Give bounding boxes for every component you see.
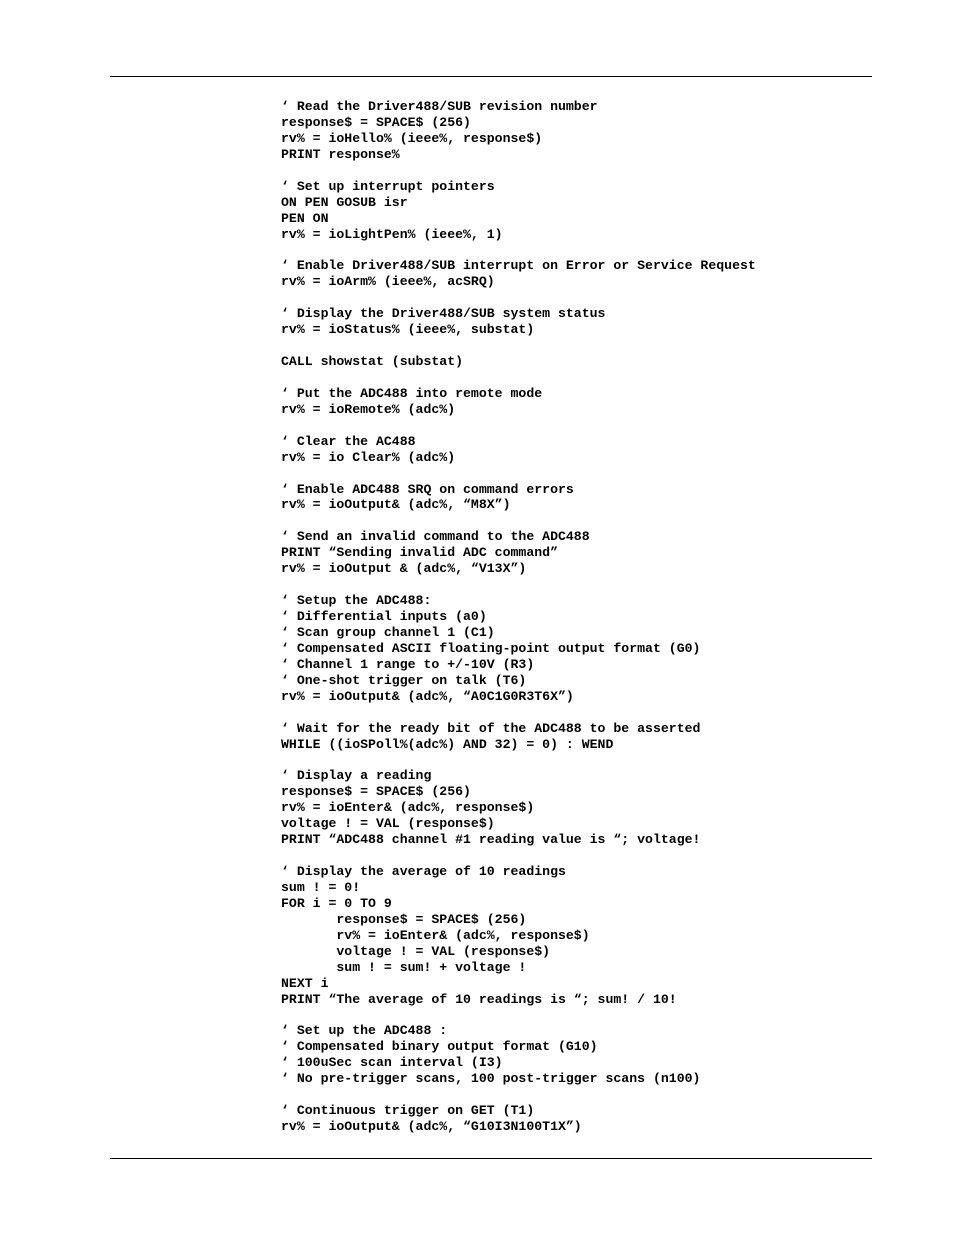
code-line <box>281 163 756 179</box>
code-line <box>281 338 756 354</box>
code-line: FOR i = 0 TO 9 <box>281 895 392 911</box>
code-line: ‘ Display the Driver488/SUB system status <box>281 306 606 322</box>
code-line: PRINT “ADC488 channel #1 reading value is “; voltage! <box>281 832 701 848</box>
code-line: rv% = ioOutput& (adc%, “G10I3N100T1X”) <box>281 1119 582 1134</box>
code-line: rv% = io Clear% (adc%) <box>281 449 456 465</box>
code-line: WHILE ((ioSPoll%(adc%) AND 32) = 0) : WEND <box>281 736 614 752</box>
code-line <box>281 1007 756 1023</box>
code-line: rv% = ioStatus% (ieee%, substat) <box>281 322 535 338</box>
code-line: rv% = ioOutput & (adc%, “V13X”) <box>281 561 527 577</box>
code-line: ‘ Differential inputs (a0) <box>281 609 487 624</box>
code-line <box>281 513 756 529</box>
code-line: ‘ Scan group channel 1 (C1) <box>281 624 495 640</box>
code-listing <box>281 99 756 1135</box>
code-line: ‘ Display the average of 10 readings <box>281 864 566 879</box>
code-line: rv% = ioOutput& (adc%, “M8X”) <box>281 497 511 513</box>
code-line: ON PEN GOSUB isr <box>281 194 408 210</box>
code-line: ‘ Display a reading <box>281 768 432 784</box>
code-line <box>281 290 756 306</box>
footer-rule <box>110 1158 872 1159</box>
code-line <box>281 752 756 768</box>
code-line: PRINT “Sending invalid ADC command” <box>281 545 558 561</box>
code-line: voltage ! = VAL (response$) <box>281 943 551 959</box>
code-line: ‘ Put the ADC488 into remote mode <box>281 385 543 401</box>
code-line: NEXT i <box>281 975 329 991</box>
code-line: ‘ Set up interrupt pointers <box>281 178 495 194</box>
code-line: ‘ Enable ADC488 SRQ on command errors <box>281 481 574 497</box>
code-line: response$ = SPACE$ (256) <box>281 114 471 130</box>
code-line: ‘ Clear the AC488 <box>281 433 416 449</box>
code-line: sum ! = sum! + voltage ! <box>281 959 527 975</box>
code-line: CALL showstat (substat) <box>281 354 464 369</box>
code-line: rv% = ioArm% (ieee%, acSRQ) <box>281 274 495 290</box>
code-line: ‘ No pre-trigger scans, 100 post-trigger scans (n100) <box>281 1071 701 1087</box>
code-line: ‘ Set up the ADC488 : <box>281 1023 448 1039</box>
header-rule <box>110 76 872 77</box>
code-line: sum ! = 0! <box>281 879 361 895</box>
code-line: PEN ON <box>281 210 329 226</box>
code-line: response$ = SPACE$ (256) <box>281 784 471 800</box>
code-line <box>281 466 756 482</box>
code-line: PRINT “The average of 10 readings is “; sum! / 10! <box>281 991 677 1007</box>
code-line: ‘ 100uSec scan interval (I3) <box>281 1055 503 1071</box>
code-line: rv% = ioEnter& (adc%, response$) <box>281 800 535 816</box>
code-line: ‘ One-shot trigger on talk (T6) <box>281 672 527 688</box>
code-line: ‘ Continuous trigger on GET (T1) <box>281 1103 535 1119</box>
code-line: ‘ Send an invalid command to the ADC488 <box>281 529 590 545</box>
code-line: ‘ Enable Driver488/SUB interrupt on Error or Service Request <box>281 258 756 274</box>
code-line: response$ = SPACE$ (256) <box>281 911 527 927</box>
code-line: rv% = ioHello% (ieee%, response$) <box>281 130 543 146</box>
code-line: rv% = ioEnter& (adc%, response$) <box>281 927 590 943</box>
code-line <box>281 705 756 721</box>
code-line <box>281 848 756 864</box>
code-line: ‘ Read the Driver488/SUB revision number <box>281 99 598 114</box>
code-line: ‘ Wait for the ready bit of the ADC488 to be asserted <box>281 720 701 736</box>
code-line <box>281 577 756 593</box>
code-line: PRINT response% <box>281 146 400 162</box>
code-line <box>281 1087 756 1103</box>
code-line: rv% = ioRemote% (adc%) <box>281 401 456 417</box>
code-line: ‘ Compensated binary output format (G10) <box>281 1039 598 1055</box>
code-line: ‘ Channel 1 range to +/-10V (R3) <box>281 656 535 672</box>
code-line: rv% = ioOutput& (adc%, “A0C1G0R3T6X”) <box>281 688 574 704</box>
code-line <box>281 370 756 386</box>
code-line: ‘ Compensated ASCII floating-point output format (G0) <box>281 640 701 656</box>
code-line <box>281 242 756 258</box>
code-line: ‘ Setup the ADC488: <box>281 593 432 609</box>
code-line <box>281 418 756 434</box>
code-line: voltage ! = VAL (response$) <box>281 816 495 832</box>
code-line: rv% = ioLightPen% (ieee%, 1) <box>281 226 503 242</box>
